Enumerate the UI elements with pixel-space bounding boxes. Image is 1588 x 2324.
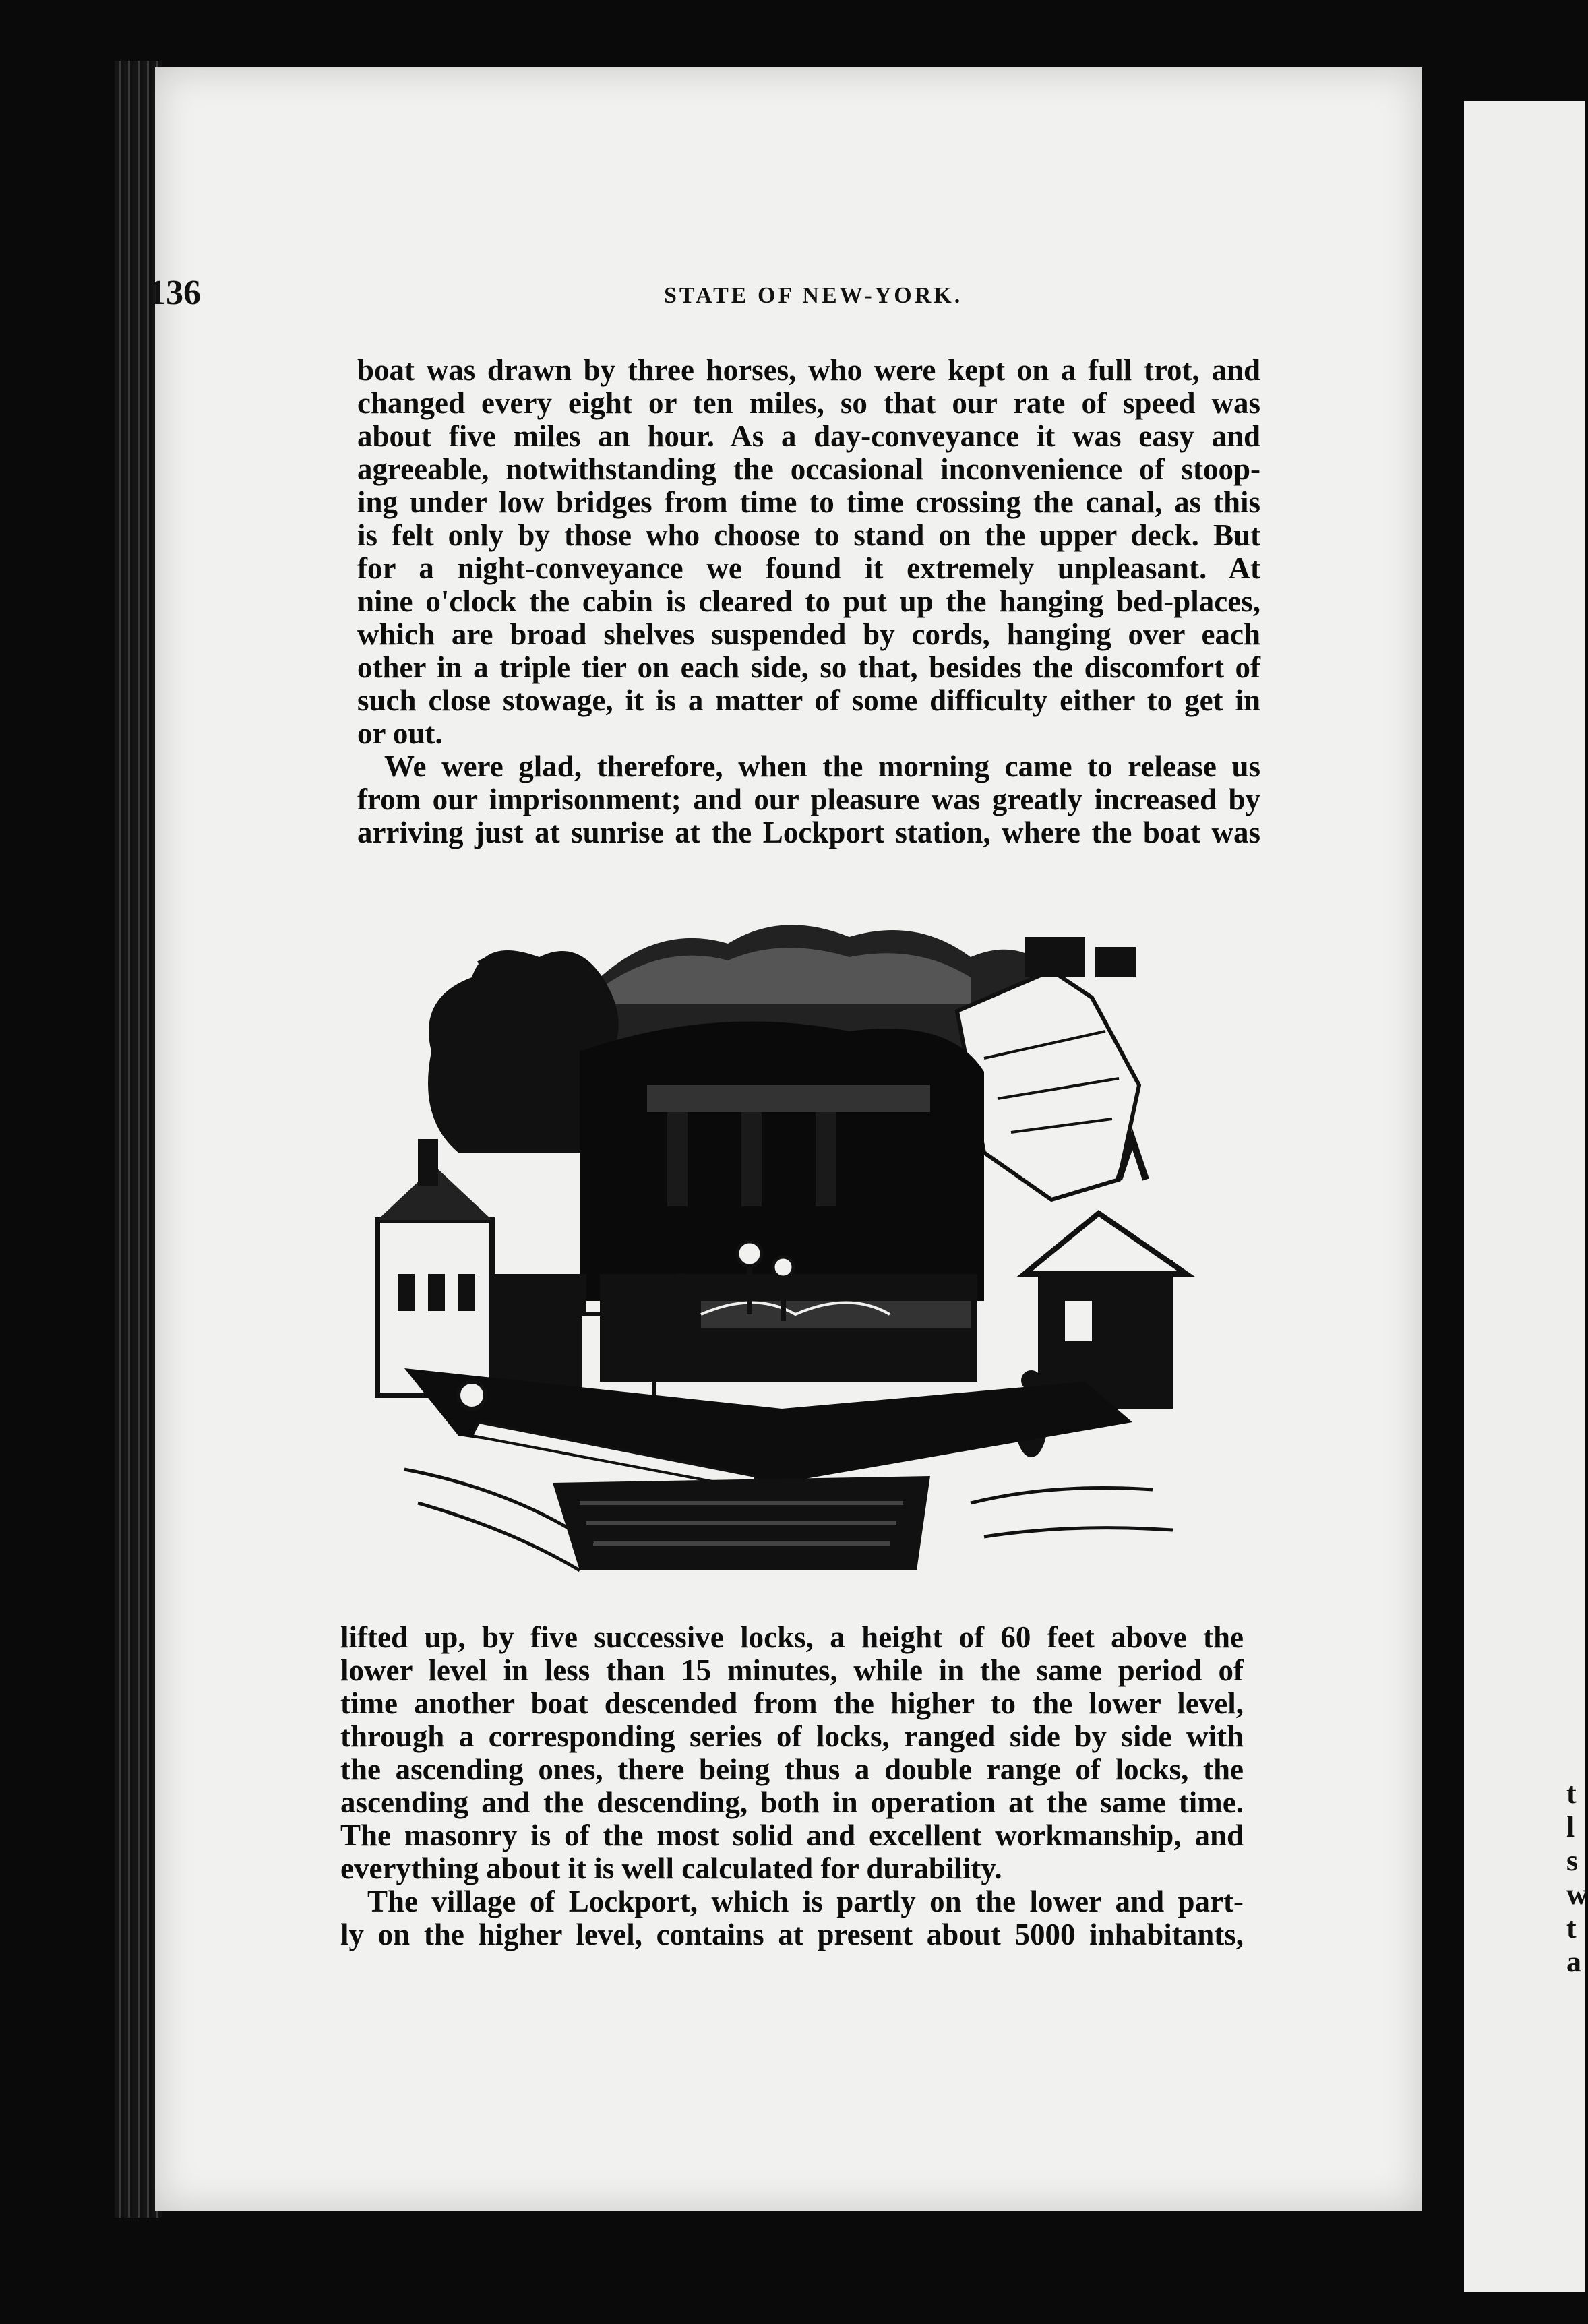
- text-line: The masonry is of the most solid and excellent workmanship, and: [340, 1818, 1244, 1852]
- text-line: the ascending ones, there being thus a double range of locks, the: [340, 1752, 1244, 1786]
- text-line: ascending and the descending, both in operation at the same time.: [340, 1785, 1244, 1819]
- page-number: 136: [148, 274, 201, 312]
- text-line: other in a triple tier on each side, so that, besides the discomfort of: [357, 650, 1260, 684]
- running-head: STATE OF NEW-YORK.: [664, 283, 963, 308]
- text-line: or out.: [357, 716, 443, 750]
- text-line: through a corresponding series of locks, ranged side by side with: [340, 1719, 1244, 1753]
- body-text-bottom: [340, 1621, 1244, 1951]
- next-page-edge: [1464, 101, 1588, 2292]
- text-line: ly on the higher level, contains at present about 5000 inhabitants,: [340, 1918, 1244, 1951]
- text-line: lower level in less than 15 minutes, while in the same period of: [340, 1653, 1244, 1687]
- next-page-fragment: s: [1566, 1844, 1579, 1877]
- text-line: lifted up, by five successive locks, a height of 60 feet above the: [340, 1620, 1244, 1654]
- lockport-locks-engraving: [377, 896, 1213, 1597]
- next-page-fragment: l: [1566, 1810, 1575, 1843]
- text-line: time another boat descended from the higher to the lower level,: [340, 1686, 1244, 1720]
- text-line: nine o'clock the cabin is cleared to put up the hanging bed-places,: [357, 584, 1260, 618]
- next-page-fragment: t: [1566, 1777, 1577, 1810]
- text-line: about five miles an hour. As a day-conveyance it was easy and: [357, 419, 1260, 453]
- text-line: arriving just at sunrise at the Lockport station, where the boat was: [357, 816, 1260, 849]
- text-line: from our imprisonment; and our pleasure was greatly increased by: [357, 783, 1260, 816]
- text-line: for a night-conveyance we found it extremely unpleasant. At: [357, 551, 1260, 585]
- next-page-fragment: t: [1566, 1912, 1577, 1945]
- next-page-fragment: a: [1566, 1945, 1581, 1978]
- text-line: boat was drawn by three horses, who were kept on a full trot, and: [357, 353, 1260, 387]
- text-line: changed every eight or ten miles, so that our rate of speed was: [357, 386, 1260, 420]
- text-line: such close stowage, it is a matter of some difficulty either to get in: [357, 683, 1260, 717]
- text-line: is felt only by those who choose to stand on the upper deck. But: [357, 518, 1260, 552]
- text-line: The village of Lockport, which is partly on the lower and part-: [367, 1885, 1244, 1918]
- text-line: agreeable, notwithstanding the occasional inconvenience of stoop-: [357, 452, 1260, 486]
- text-line: which are broad shelves suspended by cords, hanging over each: [357, 617, 1260, 651]
- text-line: We were glad, therefore, when the morning came to release us: [384, 750, 1260, 783]
- next-page-fragment: w: [1566, 1878, 1588, 1911]
- body-text-top: [357, 354, 1260, 849]
- text-line: ing under low bridges from time to time crossing the canal, as this: [357, 485, 1260, 519]
- text-line: everything about it is well calculated for durability.: [340, 1852, 1002, 1885]
